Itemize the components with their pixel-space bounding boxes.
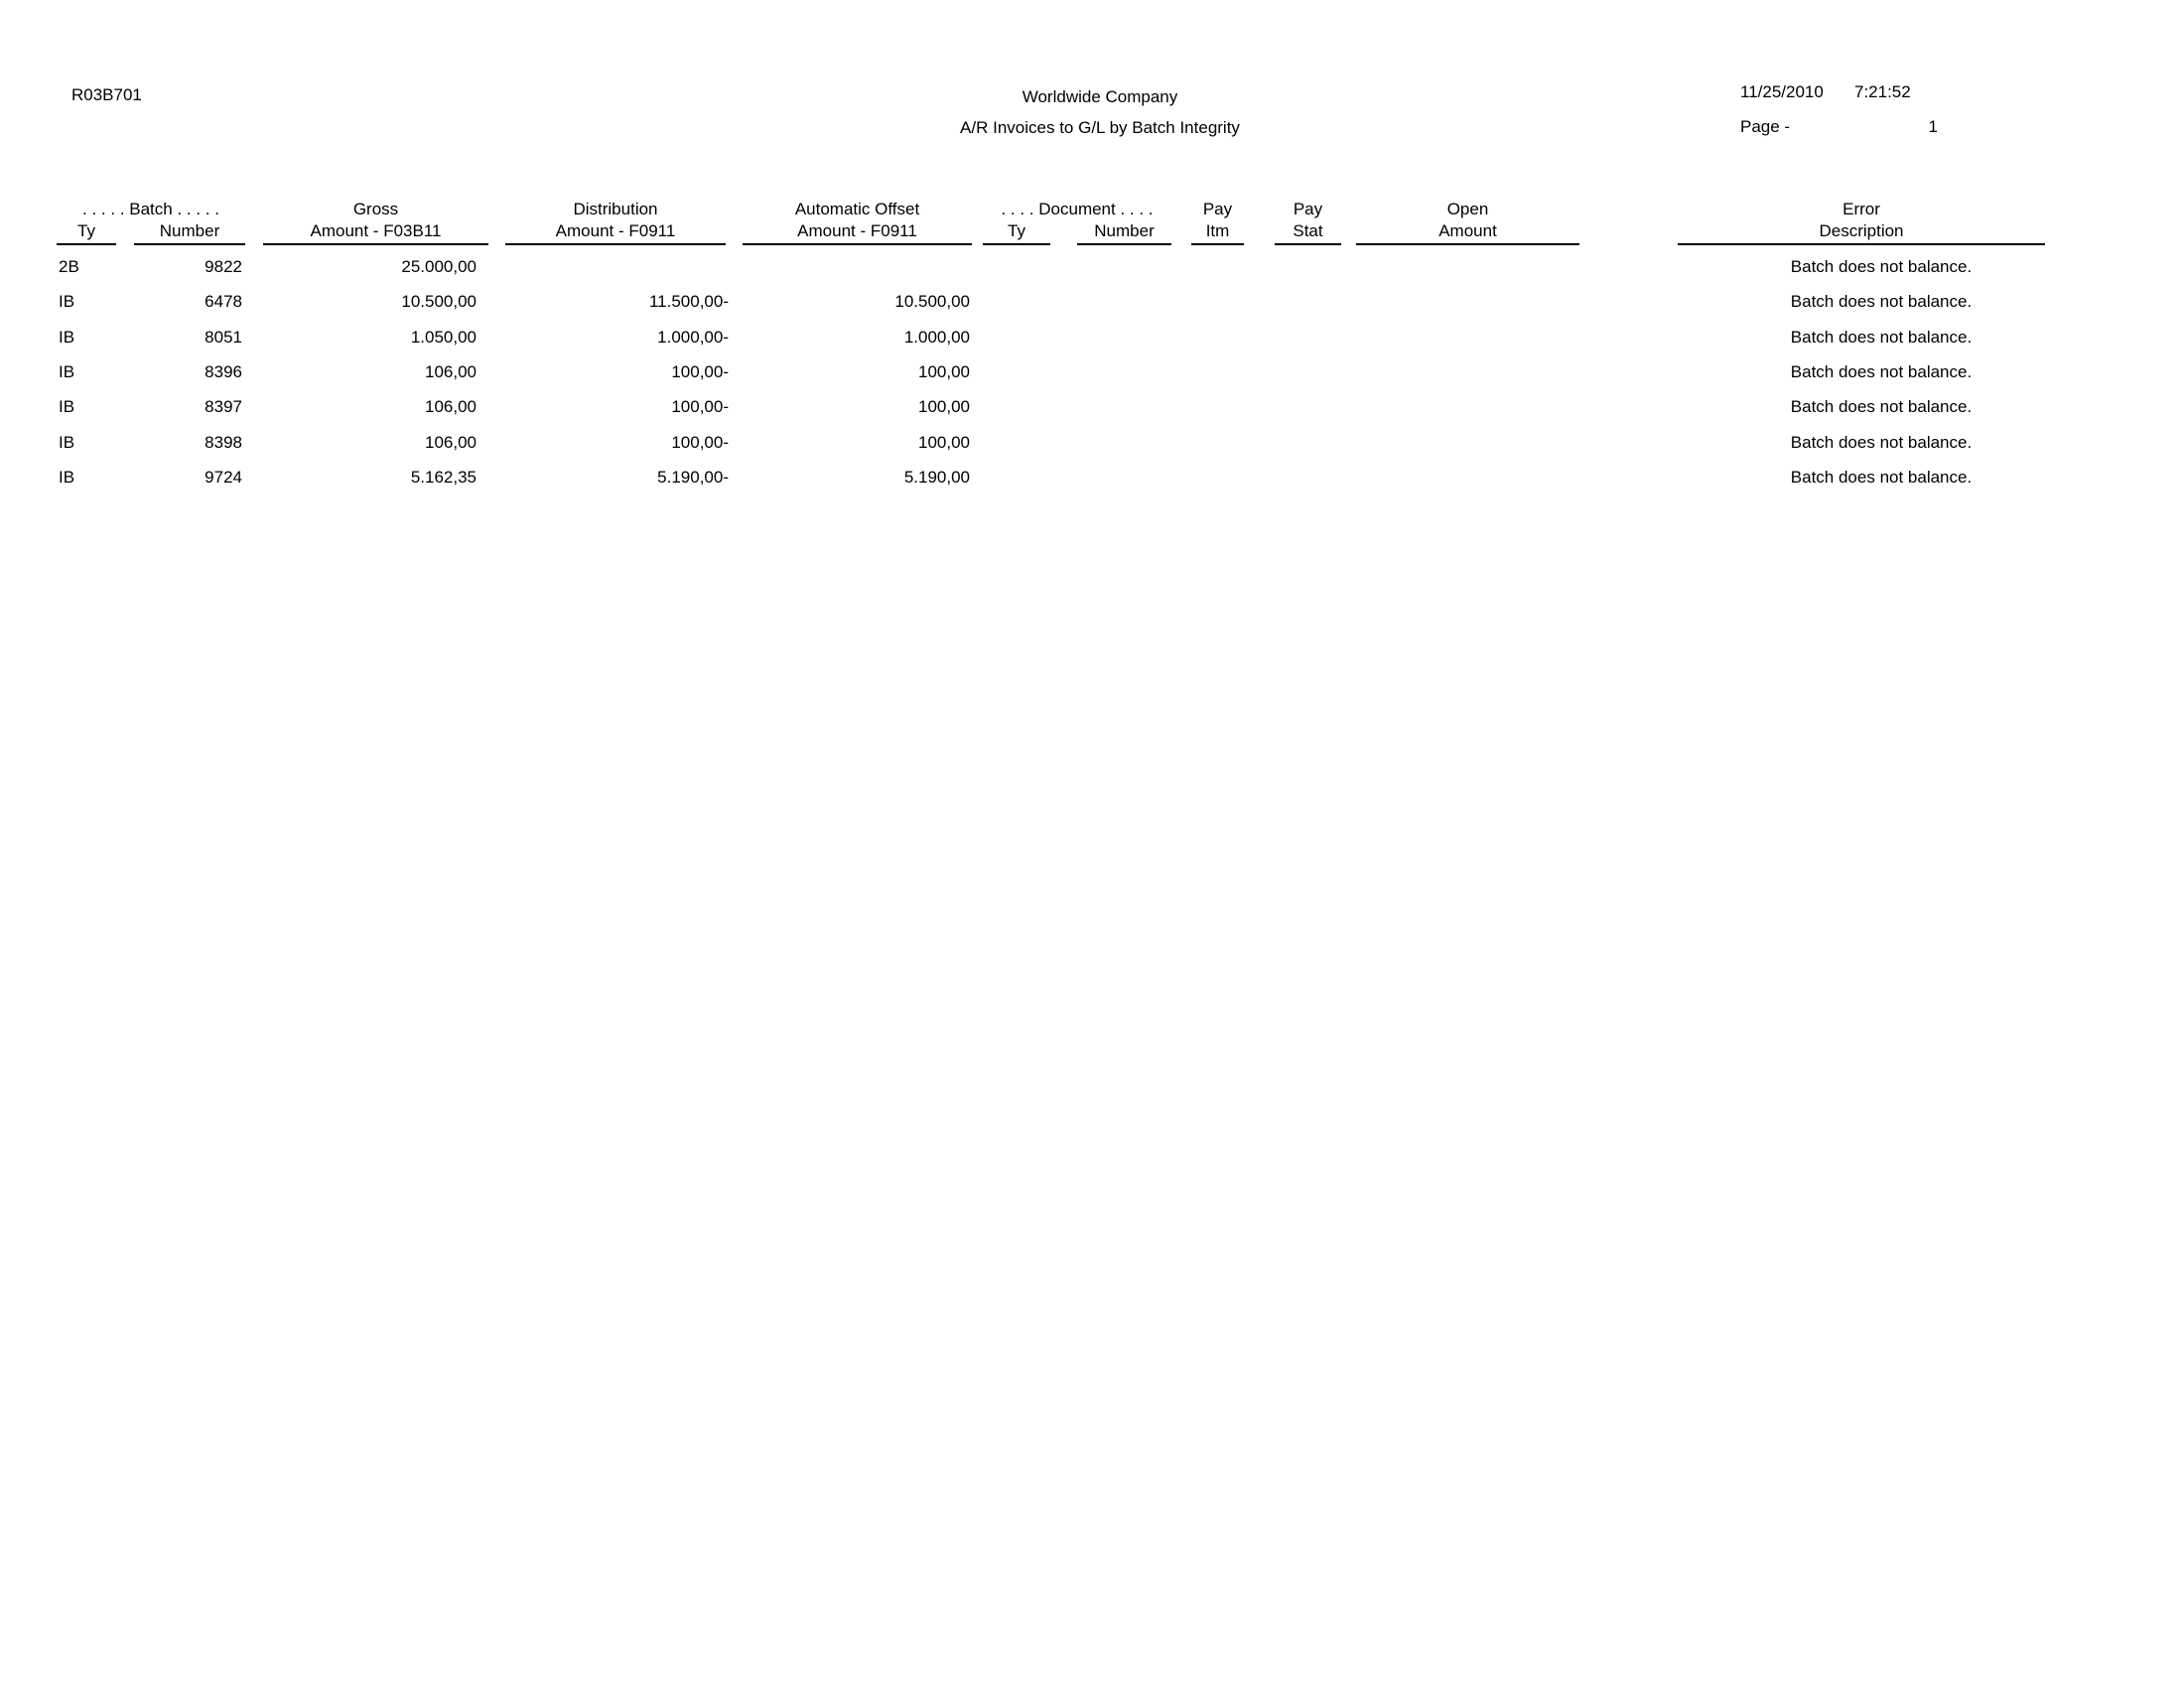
underline-document-number <box>1077 243 1171 245</box>
cell-gross-amount: 106,00 <box>425 397 477 417</box>
header-document-group: . . . . Document . . . . <box>1001 200 1154 218</box>
report-title: A/R Invoices to G/L by Batch Integrity <box>960 118 1240 137</box>
cell-error-description: Batch does not balance. <box>1790 292 1973 312</box>
header-pay-itm-line2: Itm <box>1205 221 1230 240</box>
table-row <box>0 433 2184 468</box>
header-batch-number: Number <box>159 221 220 240</box>
cell-offset-amount: 10.500,00 <box>894 292 970 312</box>
table-body <box>0 257 2184 502</box>
header-open-line2: Amount <box>1438 221 1497 240</box>
table-row <box>0 328 2184 362</box>
header-gross-line2: Amount - F03B11 <box>310 221 442 240</box>
cell-batch-number: 8398 <box>205 432 242 452</box>
cell-error-description: Batch does not balance. <box>1790 257 1973 276</box>
page-number: 1 <box>1928 117 1938 136</box>
header-document-number: Number <box>1094 221 1155 240</box>
cell-batch-type: IB <box>59 327 75 347</box>
underline-batch-ty <box>57 243 116 245</box>
header-distribution-line2: Amount - F0911 <box>555 221 676 240</box>
table-row <box>0 397 2184 432</box>
cell-batch-number: 6478 <box>205 292 242 312</box>
cell-distribution-amount: 1.000,00- <box>657 327 729 347</box>
cell-error-description: Batch does not balance. <box>1790 362 1973 382</box>
header-pay-itm-line1: Pay <box>1202 200 1233 218</box>
cell-error-description: Batch does not balance. <box>1790 432 1973 452</box>
cell-batch-type: 2B <box>59 257 79 276</box>
header-pay-stat-line1: Pay <box>1293 200 1323 218</box>
cell-offset-amount: 100,00 <box>918 397 970 417</box>
table-row <box>0 468 2184 502</box>
page-label: Page - <box>1740 117 1791 136</box>
cell-batch-type: IB <box>59 432 75 452</box>
underline-batch-number <box>134 243 245 245</box>
cell-distribution-amount: 100,00- <box>671 397 729 417</box>
underline-document-ty <box>983 243 1050 245</box>
cell-gross-amount: 25.000,00 <box>401 257 477 276</box>
cell-gross-amount: 106,00 <box>425 432 477 452</box>
header-offset-line2: Amount - F0911 <box>797 221 917 240</box>
header-document-ty: Ty <box>1008 221 1025 240</box>
cell-distribution-amount: 100,00- <box>671 432 729 452</box>
run-date: 11/25/2010 <box>1740 82 1824 101</box>
cell-batch-type: IB <box>59 468 75 488</box>
cell-batch-type: IB <box>59 362 75 382</box>
table-row <box>0 292 2184 327</box>
header-error-line2: Description <box>1819 221 1904 240</box>
header-pay-stat-line2: Stat <box>1293 221 1323 240</box>
header-batch-ty: Ty <box>77 221 95 240</box>
cell-batch-number: 9724 <box>205 468 242 488</box>
underline-offset <box>743 243 972 245</box>
underline-distribution <box>505 243 726 245</box>
cell-batch-number: 8396 <box>205 362 242 382</box>
cell-batch-number: 8051 <box>205 327 242 347</box>
underline-pay-itm <box>1191 243 1244 245</box>
cell-distribution-amount: 5.190,00- <box>657 468 729 488</box>
header-offset-line1: Automatic Offset <box>794 200 920 218</box>
cell-error-description: Batch does not balance. <box>1790 327 1973 347</box>
cell-error-description: Batch does not balance. <box>1790 468 1973 488</box>
cell-gross-amount: 5.162,35 <box>410 468 477 488</box>
underline-error <box>1678 243 2045 245</box>
table-row <box>0 362 2184 397</box>
cell-batch-type: IB <box>59 292 75 312</box>
cell-offset-amount: 100,00 <box>918 432 970 452</box>
cell-batch-type: IB <box>59 397 75 417</box>
run-time: 7:21:52 <box>1854 82 1911 101</box>
cell-gross-amount: 106,00 <box>425 362 477 382</box>
header-gross-line1: Gross <box>352 200 399 218</box>
cell-batch-number: 9822 <box>205 257 242 276</box>
underline-pay-stat <box>1275 243 1341 245</box>
cell-offset-amount: 5.190,00 <box>903 468 970 488</box>
cell-error-description: Batch does not balance. <box>1790 397 1973 417</box>
cell-gross-amount: 10.500,00 <box>401 292 477 312</box>
header-open-line1: Open <box>1446 200 1489 218</box>
table-row <box>0 257 2184 292</box>
header-error-line1: Error <box>1843 200 1880 218</box>
cell-distribution-amount: 100,00- <box>671 362 729 382</box>
underline-gross <box>263 243 488 245</box>
header-batch-group: . . . . . Batch . . . . . <box>82 200 219 218</box>
header-distribution-line1: Distribution <box>573 200 658 218</box>
cell-distribution-amount: 11.500,00- <box>648 292 729 312</box>
report-id: R03B701 <box>71 85 142 104</box>
cell-offset-amount: 100,00 <box>918 362 970 382</box>
underline-open-amount <box>1356 243 1579 245</box>
company-name: Worldwide Company <box>1022 87 1178 106</box>
cell-gross-amount: 1.050,00 <box>410 327 477 347</box>
cell-batch-number: 8397 <box>205 397 242 417</box>
cell-offset-amount: 1.000,00 <box>903 327 970 347</box>
